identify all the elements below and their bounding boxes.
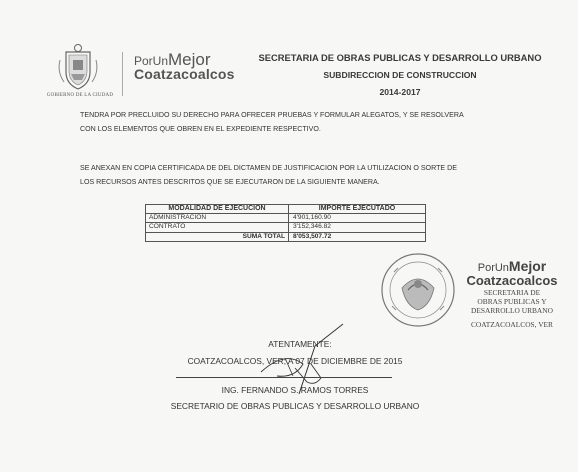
header-divider bbox=[122, 52, 123, 96]
logo-city-text: Coatzacoalcos bbox=[134, 66, 235, 82]
closing-text: ATENTAMENTE: bbox=[268, 339, 332, 349]
table-cell-modality: CONTRATO bbox=[146, 223, 289, 232]
stamp-line-3: DESARROLLO URBANO bbox=[471, 306, 553, 316]
table-total-label: SUMA TOTAL bbox=[146, 232, 289, 241]
paragraph-2-line-2: LOS RECURSOS ANTES DESCRITOS QUE SE EJECUTARON DE LA SIGUIENTE MANERA. bbox=[80, 177, 380, 186]
table-total-value: 8'053,507.72 bbox=[289, 232, 426, 241]
paragraph-1-line-2: CON LOS ELEMENTOS QUE OBREN EN EL EXPEDIENTE RESPECTIVO. bbox=[80, 124, 321, 133]
logo-big-text: Mejor bbox=[168, 50, 211, 69]
table-header-row bbox=[146, 205, 426, 214]
table-cell-modality: ADMINISTRACION bbox=[146, 214, 289, 223]
paragraph-2-line-1: SE ANEXAN EN COPIA CERTIFICADA DE DEL DICTAMEN DE JUSTIFICACION POR LA UTILIZACION O SORTE DE bbox=[80, 164, 457, 172]
signer-role: SECRETARIO DE OBRAS PUBLICAS Y DESARROLLO URBANO bbox=[170, 401, 420, 411]
table-header-amount: IMPORTE EJECUTADO bbox=[289, 205, 426, 214]
table-cell-amount: 3'152,346.82 bbox=[289, 223, 426, 232]
paragraph-1 bbox=[80, 109, 540, 136]
document-period: 2014-2017 bbox=[379, 87, 421, 97]
document-subtitle: SUBDIRECCION DE CONSTRUCCION bbox=[323, 70, 477, 80]
table-row bbox=[146, 223, 426, 232]
execution-table bbox=[145, 204, 426, 242]
paragraph-1-line-1: TENDRA POR PRECLUIDO SU DERECHO PARA OFRECER PRUEBAS Y FORMULAR ALEGATOS, Y SE RESOLVERA bbox=[80, 111, 464, 119]
table-row bbox=[146, 214, 426, 223]
stamp-line-1: SECRETARIA DE bbox=[483, 288, 541, 297]
stamp-place: COATZACOALCOS, VER bbox=[471, 319, 553, 329]
government-label: GOBIERNO DE LA CIUDAD bbox=[46, 93, 114, 98]
document-title: SECRETARIA DE OBRAS PUBLICAS Y DESARROLLO URBANO bbox=[258, 52, 542, 63]
stamp-logo-city-text: Coatzacoalcos bbox=[466, 273, 558, 288]
table-total-row bbox=[146, 232, 426, 241]
stamp-block bbox=[458, 260, 566, 329]
official-stamp-icon bbox=[372, 248, 464, 332]
logo-small-text: PorUn bbox=[134, 54, 169, 68]
table-cell-amount: 4'901,160.90 bbox=[289, 214, 426, 223]
stamp-line-2: OBRAS PUBLICAS Y bbox=[477, 297, 547, 307]
stamp-logo-small-text: PorUn bbox=[477, 262, 509, 274]
table-header-modality: MODALIDAD DE EJECUCION bbox=[146, 205, 289, 214]
stamp-logo-big-text: Mejor bbox=[508, 258, 547, 274]
city-logo bbox=[134, 50, 235, 82]
signature-rule bbox=[176, 377, 392, 378]
city-seal-icon bbox=[52, 42, 104, 92]
signer-name: ING. FERNANDO S. RAMOS TORRES bbox=[221, 385, 369, 395]
place-date: COATZACOALCOS, VER; A 07 DE DICIEMBRE DE 2015 bbox=[187, 356, 403, 366]
paragraph-2 bbox=[80, 162, 540, 189]
